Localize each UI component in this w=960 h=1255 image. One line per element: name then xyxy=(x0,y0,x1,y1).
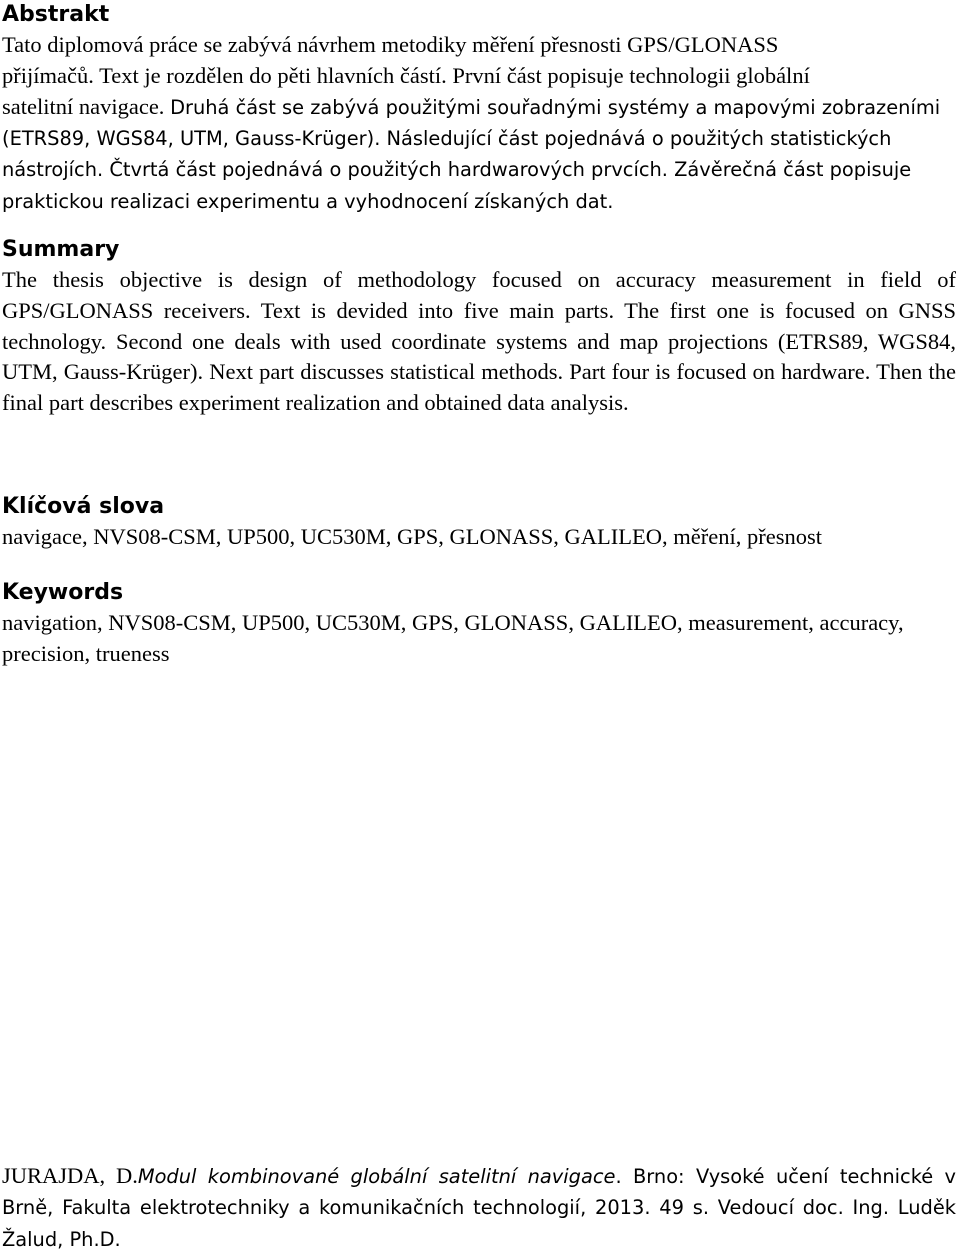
abstract-line-1: Tato diplomová práce se zabývá návrhem metodiky měření přesnosti GPS/GLONASS xyxy=(2,32,779,57)
citation-rest-a: . Brno: xyxy=(615,1165,696,1188)
summary-heading: Summary xyxy=(2,237,120,262)
abstract-heading: Abstrakt xyxy=(2,2,110,27)
keywords-heading: Keywords xyxy=(2,580,124,605)
summary-section xyxy=(2,235,956,419)
citation-author: JURAJDA, D. xyxy=(2,1163,138,1188)
abstract-line-2: přijímačů. Text je rozdělen do pěti hlavních částí. První část popisuje technologii globální xyxy=(2,62,810,88)
citation-text xyxy=(2,1161,956,1255)
keywords-section xyxy=(2,578,956,670)
abstract-continuation-tail: Druhá část se zabývá použitými souřadnými systémy a mapovými zobrazeními (ETRS89, WGS84, UTM, Gauss-Krüger). Následující část pojednává o použitých statistických nástrojích. Čtvrtá část pojednává o použitých hardwarových prvcích. Závěrečná část popisuje praktickou realizaci experimentu a vyhodnocení získaných dat. xyxy=(2,95,941,213)
klicova-slova-section xyxy=(2,492,956,553)
keywords-text: navigation, NVS08-CSM, UP500, UC530M, GPS, GLONASS, GALILEO, measurement, accuracy, precision, trueness xyxy=(2,610,904,666)
klicova-slova-heading: Klíčová slova xyxy=(2,494,165,519)
klicova-slova-text: navigace, NVS08-CSM, UP500, UC530M, GPS, GLONASS, GALILEO, měření, přesnost xyxy=(2,524,822,549)
abstract-section xyxy=(2,0,956,217)
citation-section xyxy=(2,1161,956,1255)
abstract-continuation-head: satelitní navigace. xyxy=(2,93,171,119)
summary-text: The thesis objective is design of methodology focused on accuracy measurement in field of GPS/GLONASS receivers. Text is devided into five main parts. The first one is focused on GNSS technology. Second one deals with used coordinate systems and map projections (ETRS89, WGS84, UTM, Gauss-Krüger). Next part discusses statistical methods. Part four is focused on hardware. Then the final part describes experiment realization and obtained data analysis. xyxy=(2,267,956,416)
abstract-continuation xyxy=(2,92,956,218)
citation-title: Modul kombinované globální satelitní navigace xyxy=(137,1165,616,1188)
citation-rest-b: Vysoké učení technické v Brně, Fakulta elektrotechniky a komunikačních technologií, 2013. 49 s. Vedoucí doc. Ing. Luděk Žalud, Ph.D. xyxy=(2,1165,956,1251)
